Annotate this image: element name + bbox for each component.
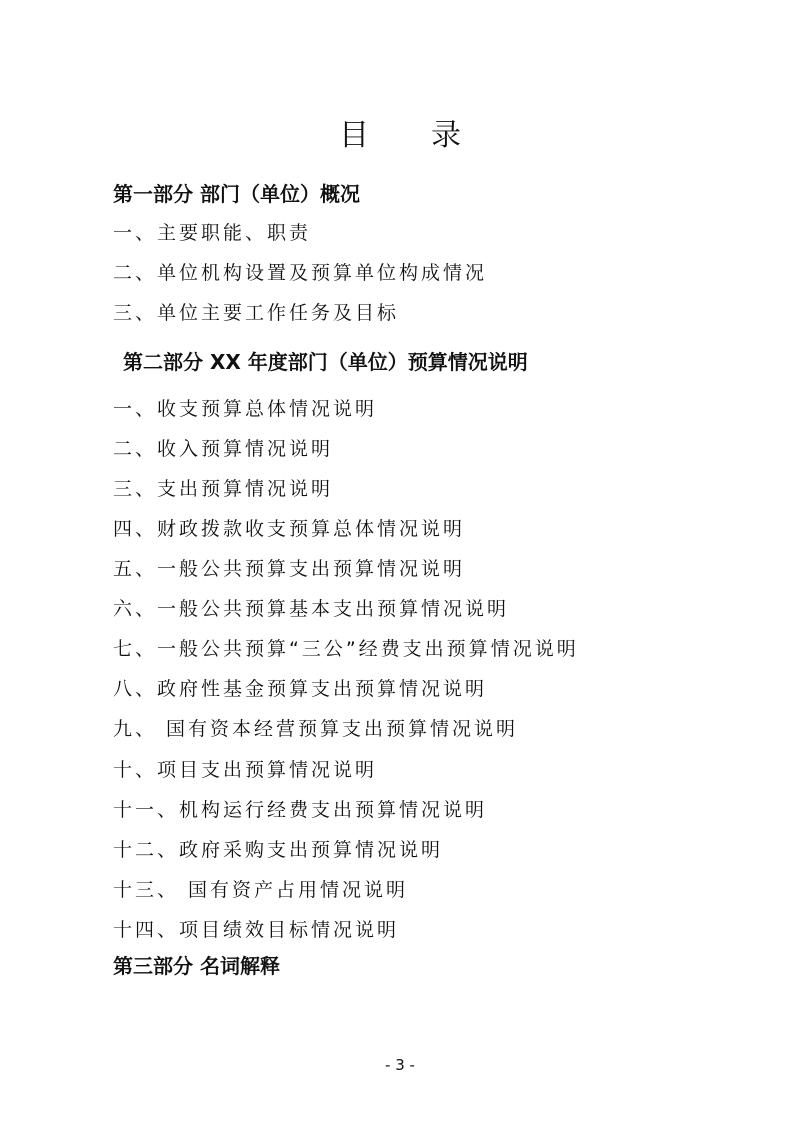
- toc-item: 十三、 国有资产占用情况说明: [113, 879, 409, 901]
- part-2-heading: 第二部分 XX 年度部门（单位）预算情况说明: [123, 350, 528, 374]
- toc-item: 十、项目支出预算情况说明: [113, 759, 378, 781]
- toc-item: 一、收支预算总体情况说明: [113, 398, 378, 420]
- part-3-heading: 第三部分 名词解释: [113, 954, 280, 978]
- toc-title: 目录: [339, 118, 523, 153]
- toc-item: 二、收入预算情况说明: [113, 438, 334, 460]
- toc-item: 二、单位机构设置及预算单位构成情况: [113, 262, 488, 284]
- toc-item: 八、政府性基金预算支出预算情况说明: [113, 678, 488, 700]
- part-1-heading: 第一部分 部门（单位）概况: [113, 182, 360, 206]
- toc-item: 三、支出预算情况说明: [113, 478, 334, 500]
- toc-item: 五、一般公共预算支出预算情况说明: [113, 558, 466, 580]
- toc-item: 一、主要职能、职责: [113, 222, 312, 244]
- toc-item: 四、财政拨款收支预算总体情况说明: [113, 518, 466, 540]
- toc-item: 七、一般公共预算“三公”经费支出预算情况说明: [113, 638, 579, 660]
- toc-item: 九、 国有资本经营预算支出预算情况说明: [113, 718, 519, 740]
- toc-item: 六、一般公共预算基本支出预算情况说明: [113, 598, 510, 620]
- page-number: - 3 -: [385, 1056, 415, 1074]
- toc-item: 十一、机构运行经费支出预算情况说明: [113, 799, 488, 821]
- toc-item: 十二、政府采购支出预算情况说明: [113, 839, 444, 861]
- toc-item: 三、单位主要工作任务及目标: [113, 302, 400, 324]
- toc-item: 十四、项目绩效目标情况说明: [113, 919, 400, 941]
